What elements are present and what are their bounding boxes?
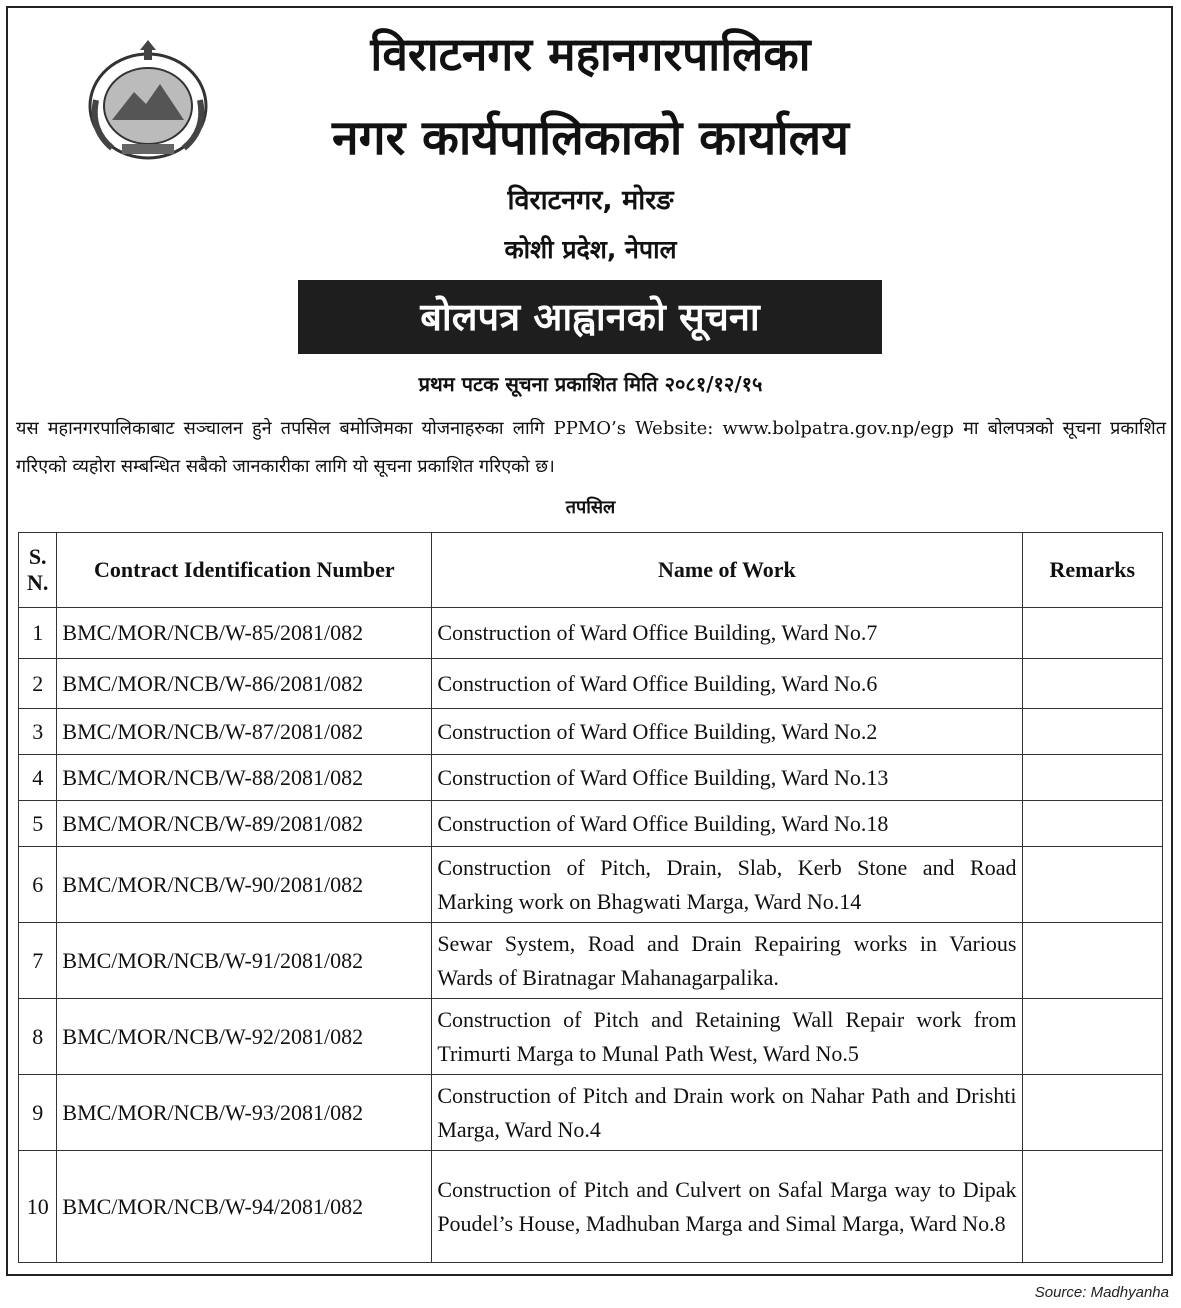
table-row: [19, 755, 1163, 801]
row-remarks: [1022, 709, 1163, 755]
table-row: [19, 923, 1163, 999]
row-sn: 2: [19, 659, 57, 709]
table-row: [19, 1151, 1163, 1263]
published-date: प्रथम पटक सूचना प्रकाशित मिति २०८१/१२/१५: [418, 372, 763, 396]
row-name-of-work: Sewar System, Road and Drain Repairing works in Various Wards of Biratnagar Mahanagarpalika.: [432, 923, 1022, 999]
row-name-of-work: Construction of Pitch and Culvert on Safal Marga way to Dipak Poudel’s House, Madhuban Marga and Simal Marga, Ward No.8: [432, 1151, 1022, 1263]
row-name-of-work: Construction of Pitch, Drain, Slab, Kerb Stone and Road Marking work on Bhagwati Marga, Ward No.14: [432, 847, 1022, 923]
row-name-of-work: Construction of Ward Office Building, Ward No.18: [432, 801, 1022, 847]
table-row: [19, 659, 1163, 709]
header-contract-id: Contract Identification Number: [57, 533, 432, 608]
row-remarks: [1022, 999, 1163, 1075]
row-remarks: [1022, 1075, 1163, 1151]
header-name-of-work: Name of Work: [432, 533, 1022, 608]
row-sn: 4: [19, 755, 57, 801]
row-name-of-work: Construction of Ward Office Building, Ward No.13: [432, 755, 1022, 801]
row-contract-id: BMC/MOR/NCB/W-86/2081/082: [57, 659, 432, 709]
row-sn: 7: [19, 923, 57, 999]
row-contract-id: BMC/MOR/NCB/W-90/2081/082: [57, 847, 432, 923]
row-remarks: [1022, 801, 1163, 847]
row-contract-id: BMC/MOR/NCB/W-88/2081/082: [57, 755, 432, 801]
org-province: कोशी प्रदेश, नेपाल: [504, 235, 677, 264]
notice-title-banner: बोलपत्र आह्वानको सूचना: [298, 280, 882, 354]
org-location: विराटनगर, मोरङ: [507, 185, 674, 216]
row-contract-id: BMC/MOR/NCB/W-87/2081/082: [57, 709, 432, 755]
row-name-of-work: Construction of Pitch and Retaining Wall Repair work from Trimurti Marga to Munal Path West, Ward No.5: [432, 999, 1022, 1075]
row-sn: 8: [19, 999, 57, 1075]
table-row: [19, 709, 1163, 755]
header-remarks: Remarks: [1022, 533, 1163, 608]
row-name-of-work: Construction of Ward Office Building, Ward No.7: [432, 608, 1022, 659]
row-name-of-work: Construction of Ward Office Building, Ward No.2: [432, 709, 1022, 755]
row-remarks: [1022, 659, 1163, 709]
row-contract-id: BMC/MOR/NCB/W-92/2081/082: [57, 999, 432, 1075]
row-contract-id: BMC/MOR/NCB/W-89/2081/082: [57, 801, 432, 847]
row-contract-id: BMC/MOR/NCB/W-91/2081/082: [57, 923, 432, 999]
row-remarks: [1022, 755, 1163, 801]
row-remarks: [1022, 608, 1163, 659]
schedule-heading: तपसिल: [565, 497, 616, 518]
table-row: [19, 999, 1163, 1075]
table-row: [19, 801, 1163, 847]
row-sn: 3: [19, 709, 57, 755]
row-contract-id: BMC/MOR/NCB/W-94/2081/082: [57, 1151, 432, 1263]
header-sn: S. N.: [19, 533, 57, 608]
org-name-line2: नगर कार्यपालिकाको कार्यालय: [331, 110, 850, 166]
row-sn: 9: [19, 1075, 57, 1151]
table-header-row: [19, 533, 1163, 608]
row-sn: 6: [19, 847, 57, 923]
row-sn: 1: [19, 608, 57, 659]
table-row: [19, 1075, 1163, 1151]
table-row: [19, 608, 1163, 659]
row-contract-id: BMC/MOR/NCB/W-93/2081/082: [57, 1075, 432, 1151]
row-name-of-work: Construction of Pitch and Drain work on Nahar Path and Drishti Marga, Ward No.4: [432, 1075, 1022, 1151]
row-remarks: [1022, 1151, 1163, 1263]
intro-paragraph: यस महानगरपालिकाबाट सञ्चालन हुने तपसिल बमोजिमका योजनाहरुका लागि PPMO’s Website: www.bolpatra.gov.np/egp मा बोलपत्रको सूचना प्रकाशित गरिएको व्यहोरा सम्बन्धित सबैको जानकारीका लागि यो सूचना प्रकाशित गरिएको छ।: [16, 418, 1166, 477]
row-remarks: [1022, 847, 1163, 923]
row-sn: 5: [19, 801, 57, 847]
row-name-of-work: Construction of Ward Office Building, Ward No.6: [432, 659, 1022, 709]
row-remarks: [1022, 923, 1163, 999]
source-credit: Source: Madhyanha: [1034, 1284, 1169, 1301]
table-row: [19, 847, 1163, 923]
row-contract-id: BMC/MOR/NCB/W-85/2081/082: [57, 608, 432, 659]
works-table: [18, 532, 1163, 1263]
org-name-line1: विराटनगर महानगरपालिका: [370, 27, 811, 81]
row-sn: 10: [19, 1151, 57, 1263]
